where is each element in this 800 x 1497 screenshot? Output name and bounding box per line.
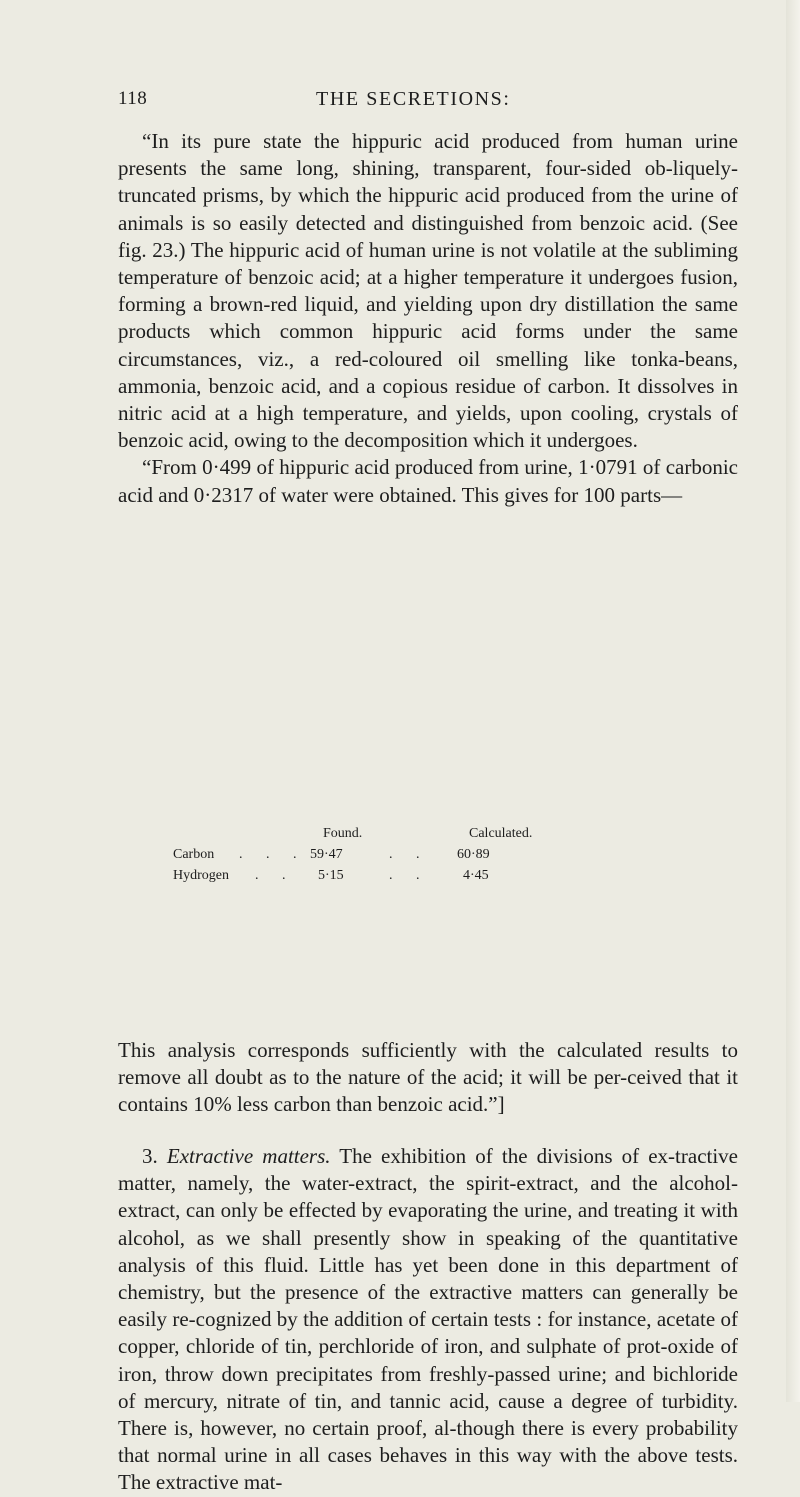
- table-header-found: Found.: [323, 826, 363, 841]
- table-cell-found: 5·15: [318, 868, 344, 883]
- section-number: 3.: [142, 1144, 158, 1168]
- section-text: The exhibition of the divisions of ex-tractive matter, namely, the water-extract, the spirit-extract, and the alcohol-extract, can only be effected by evaporating the urine, and treating it with alcohol, as we shall presently show in speaking of the quantitative analysis of this fluid. Little has yet been done in this department of chemistry, but the presence of the extractive matters can generally be easily re-cognized by the addition of certain tests : for instance, acetate of copper, chloride of tin, perchloride of iron, and sulphate of prot-oxide of iron, throw down precipitates from freshly-passed urine; and bichloride of mercury, nitrate of tin, and tannic acid, cause a degree of turbidity. There is, however, no certain proof, al-though there is every probability that normal urine in all cases behaves in this way with the above tests. The extractive mat-: [118, 1144, 739, 1495]
- table-cell-calculated: 4·45: [463, 868, 489, 883]
- page-header: [0, 88, 800, 118]
- paragraph-hippuric-description: “In its pure state the hippuric acid produced from human urine presents the same long, shining, transparent, four-sided ob-liquely-truncated prisms, by which the hippuric acid produced from the urine of animals is so easily detected and distinguished from benzoic acid. (See fig. 23.) The hippuric acid of human urine is not volatile at the subliming temperature of benzoic acid; at a higher temperature it undergoes fusion, forming a brown-red liquid, and yielding upon dry distillation the same products which common hippuric acid forms under the same circumstances, viz., a red-coloured oil smelling like tonka-beans, ammonia, benzoic acid, and a copious residue of carbon. It dissolves in nitric acid at a high temperature, and yields, upon cooling, crystals of benzoic acid, owing to the decomposition which it undergoes.: [118, 129, 738, 453]
- table-leader-dots: . .: [255, 868, 296, 883]
- paragraph-analysis-conclusion: This analysis corresponds sufficiently with the calculated results to remove all doubt as to the nature of the acid; it will be per-ceived that it contains 10% less carbon than benzoic acid.”]: [118, 1038, 738, 1117]
- page-number: 118: [118, 88, 148, 109]
- analysis-table: [173, 823, 733, 886]
- table-leader-dots: . .: [389, 868, 430, 883]
- table-header-row: [173, 823, 733, 844]
- table-cell-label: Carbon: [173, 847, 215, 862]
- table-leader-dots: . . .: [239, 847, 307, 862]
- table-cell-label: Hydrogen: [173, 868, 229, 883]
- table-cell-calculated: 60·89: [457, 847, 490, 862]
- body-text: [118, 128, 738, 509]
- table-cell-found: 59·47: [310, 847, 343, 862]
- paragraph-extractive-matters: [118, 1143, 738, 1497]
- paragraph-analysis-intro: “From 0·499 of hippuric acid produced from urine, 1·0791 of carbonic acid and 0·2317 of water were obtained. This gives for 100 parts—: [118, 455, 738, 507]
- table-leader-dots: . .: [389, 847, 430, 862]
- table-header-calculated: Calculated.: [469, 826, 533, 841]
- section-extractive-matters: [118, 1143, 738, 1497]
- page-edge: [786, 0, 800, 1402]
- table-row: [173, 865, 733, 886]
- running-head: THE SECRETIONS:: [316, 88, 511, 110]
- paragraph-analysis-conclusion-block: [118, 1037, 738, 1119]
- section-heading: Extractive matters.: [166, 1144, 331, 1168]
- table-row: [173, 844, 733, 865]
